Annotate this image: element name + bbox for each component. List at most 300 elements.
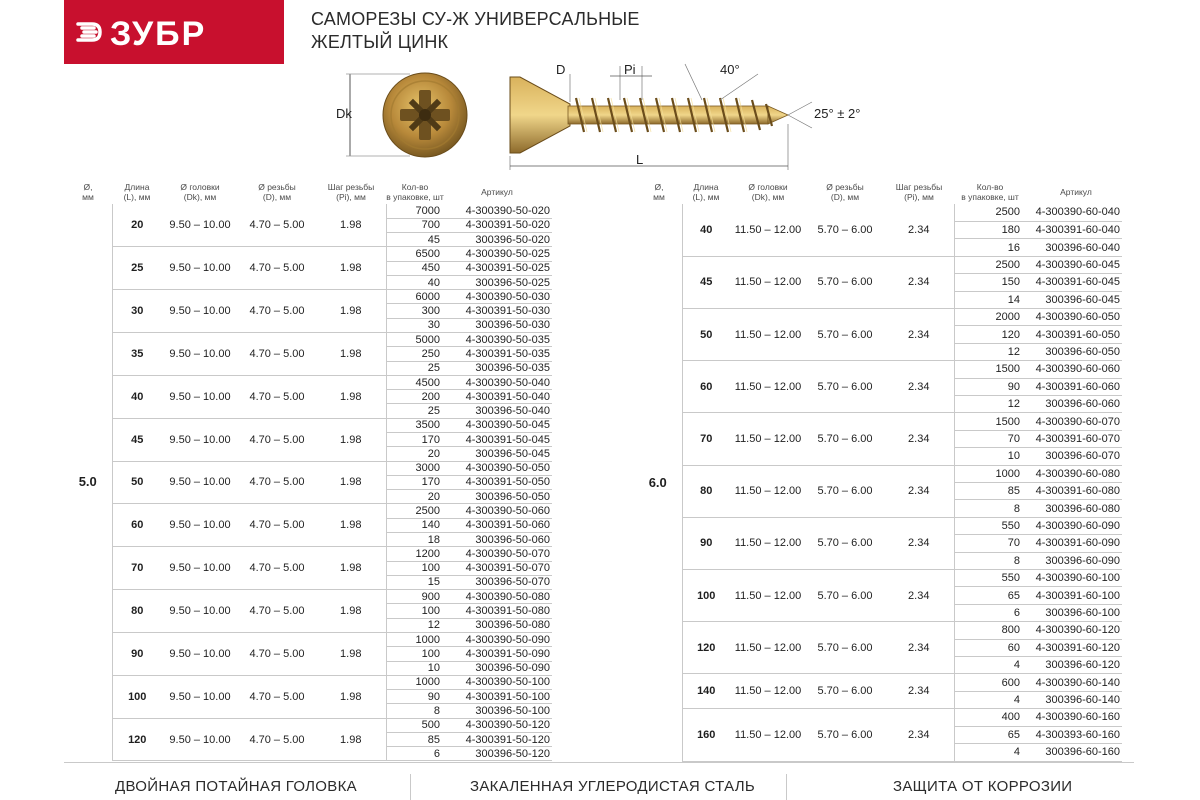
hdr-thread-right: Ø резьбы (D), мм <box>826 182 864 202</box>
head-diameter-cell: 11.50 – 12.00 <box>730 622 806 674</box>
length-cell: 50 <box>682 308 730 360</box>
article-cell: 4-300390-50-040 <box>444 375 552 389</box>
article-cell: 4-300391-60-120 <box>1024 639 1122 656</box>
article-cell: 300396-50-070 <box>444 575 552 589</box>
table-row <box>634 570 1122 587</box>
article-cell: 4-300391-50-090 <box>444 647 552 661</box>
quantity-cell: 170 <box>386 475 444 489</box>
length-cell: 35 <box>112 333 162 376</box>
thread-angle-label: 40° <box>720 62 740 77</box>
article-cell: 4-300390-50-020 <box>444 204 552 218</box>
pitch-cell: 2.34 <box>884 517 954 569</box>
article-cell: 300396-50-120 <box>444 747 552 761</box>
pitch-cell: 1.98 <box>316 632 386 675</box>
quantity-cell: 12 <box>954 395 1024 412</box>
pitch-cell: 1.98 <box>316 461 386 504</box>
thread-diameter-cell: 5.70 – 6.00 <box>806 465 884 517</box>
pitch-cell: 2.34 <box>884 413 954 465</box>
quantity-cell: 8 <box>954 552 1024 569</box>
table-row <box>634 709 1122 726</box>
quantity-cell: 6000 <box>386 290 444 304</box>
pitch-cell: 1.98 <box>316 290 386 333</box>
pitch-cell: 1.98 <box>316 247 386 290</box>
length-cell: 100 <box>682 570 730 622</box>
article-cell: 300396-60-090 <box>1024 552 1122 569</box>
article-cell: 4-300391-60-040 <box>1024 221 1122 238</box>
table-row <box>634 308 1122 325</box>
feature-corrosion-protection: ЗАЩИТА ОТ КОРРОЗИИ <box>893 778 1073 795</box>
thread-diameter-cell: 4.70 – 5.00 <box>238 632 316 675</box>
thread-diameter-cell: 5.70 – 6.00 <box>806 361 884 413</box>
article-cell: 300396-60-060 <box>1024 395 1122 412</box>
thread-diameter-cell: 4.70 – 5.00 <box>238 504 316 547</box>
pitch-cell: 1.98 <box>316 590 386 633</box>
quantity-cell: 8 <box>954 500 1024 517</box>
pitch-cell: 1.98 <box>316 675 386 718</box>
table-row <box>64 675 552 689</box>
hdr-dia-left: Ø, мм <box>82 182 94 202</box>
quantity-cell: 300 <box>386 304 444 318</box>
length-cell: 120 <box>682 622 730 674</box>
head-diameter-cell: 11.50 – 12.00 <box>730 517 806 569</box>
pitch-cell: 1.98 <box>316 504 386 547</box>
quantity-cell: 65 <box>954 587 1024 604</box>
head-diameter-cell: 11.50 – 12.00 <box>730 570 806 622</box>
article-cell: 4-300390-50-080 <box>444 590 552 604</box>
quantity-cell: 200 <box>386 390 444 404</box>
article-cell: 4-300390-50-090 <box>444 632 552 646</box>
feature-countersunk-head: ДВОЙНАЯ ПОТАЙНАЯ ГОЛОВКА <box>115 778 357 795</box>
article-cell: 300396-50-100 <box>444 704 552 718</box>
quantity-cell: 100 <box>386 647 444 661</box>
article-cell: 4-300391-50-020 <box>444 218 552 232</box>
quantity-cell: 1500 <box>954 361 1024 378</box>
quantity-cell: 2500 <box>954 256 1024 273</box>
hdr-art-right: Артикул <box>1060 187 1092 197</box>
article-cell: 4-300391-50-035 <box>444 347 552 361</box>
length-cell: 30 <box>112 290 162 333</box>
quantity-cell: 120 <box>954 326 1024 343</box>
head-diameter-cell: 9.50 – 10.00 <box>162 590 238 633</box>
article-cell: 4-300391-50-045 <box>444 433 552 447</box>
pitch-cell: 2.34 <box>884 622 954 674</box>
feature-hardened-steel: ЗАКАЛЕННАЯ УГЛЕРОДИСТАЯ СТАЛЬ <box>470 778 755 795</box>
head-diameter-cell: 11.50 – 12.00 <box>730 308 806 360</box>
article-cell: 300396-50-035 <box>444 361 552 375</box>
length-cell: 45 <box>112 418 162 461</box>
article-cell: 4-300390-50-060 <box>444 504 552 518</box>
length-cell: 70 <box>682 413 730 465</box>
head-diameter-cell: 11.50 – 12.00 <box>730 204 806 256</box>
article-cell: 4-300391-60-080 <box>1024 483 1122 500</box>
quantity-cell: 450 <box>386 261 444 275</box>
quantity-cell: 4500 <box>386 375 444 389</box>
quantity-cell: 6500 <box>386 247 444 261</box>
article-cell: 4-300390-60-045 <box>1024 256 1122 273</box>
article-cell: 4-300390-60-050 <box>1024 308 1122 325</box>
head-diameter-cell: 9.50 – 10.00 <box>162 418 238 461</box>
thread-diameter-cell: 4.70 – 5.00 <box>238 290 316 333</box>
thread-diameter-cell: 5.70 – 6.00 <box>806 517 884 569</box>
article-cell: 4-300391-50-100 <box>444 690 552 704</box>
article-cell: 4-300391-50-080 <box>444 604 552 618</box>
table-row <box>64 333 552 347</box>
article-cell: 4-300390-50-100 <box>444 675 552 689</box>
hdr-art-left: Артикул <box>481 187 513 197</box>
quantity-cell: 6 <box>954 604 1024 621</box>
table-row <box>64 375 552 389</box>
quantity-cell: 65 <box>954 726 1024 743</box>
thread-diameter-cell: 4.70 – 5.00 <box>238 204 316 247</box>
quantity-cell: 5000 <box>386 333 444 347</box>
thread-diameter-cell: 4.70 – 5.00 <box>238 418 316 461</box>
head-diameter-cell: 11.50 – 12.00 <box>730 465 806 517</box>
article-cell: 4-300390-60-160 <box>1024 709 1122 726</box>
quantity-cell: 100 <box>386 604 444 618</box>
tip-angle <box>788 102 860 128</box>
article-cell: 4-300390-60-100 <box>1024 570 1122 587</box>
quantity-cell: 6 <box>386 747 444 761</box>
article-cell: 300396-50-030 <box>444 318 552 332</box>
quantity-cell: 3500 <box>386 418 444 432</box>
article-cell: 4-300393-60-160 <box>1024 726 1122 743</box>
quantity-cell: 25 <box>386 404 444 418</box>
length-cell: 80 <box>112 590 162 633</box>
length-cell: 60 <box>682 361 730 413</box>
article-cell: 300396-60-050 <box>1024 343 1122 360</box>
article-cell: 4-300391-60-090 <box>1024 535 1122 552</box>
article-cell: 4-300390-60-090 <box>1024 517 1122 534</box>
length-cell: 120 <box>112 718 162 761</box>
article-cell: 4-300391-50-030 <box>444 304 552 318</box>
quantity-cell: 1500 <box>954 413 1024 430</box>
pitch-cell: 2.34 <box>884 361 954 413</box>
head-diameter-cell: 9.50 – 10.00 <box>162 375 238 418</box>
head-diameter-cell: 9.50 – 10.00 <box>162 461 238 504</box>
thread-diameter-cell: 4.70 – 5.00 <box>238 590 316 633</box>
head-diameter-cell: 11.50 – 12.00 <box>730 709 806 761</box>
quantity-cell: 30 <box>386 318 444 332</box>
head-diameter-cell: 11.50 – 12.00 <box>730 361 806 413</box>
hdr-qty-left: Кол-во в упаковке, шт <box>386 182 444 202</box>
table-row <box>634 517 1122 534</box>
table-row <box>634 413 1122 430</box>
hdr-qty-right: Кол-во в упаковке, шт <box>961 182 1019 202</box>
article-cell: 300396-50-080 <box>444 618 552 632</box>
thread-diameter-cell: 4.70 – 5.00 <box>238 247 316 290</box>
quantity-cell: 1000 <box>386 632 444 646</box>
quantity-cell: 900 <box>386 590 444 604</box>
quantity-cell: 10 <box>386 661 444 675</box>
quantity-cell: 2500 <box>386 504 444 518</box>
table-row <box>64 504 552 518</box>
l-label: L <box>636 152 644 167</box>
pitch-cell: 2.34 <box>884 204 954 256</box>
pitch-cell: 1.98 <box>316 333 386 376</box>
quantity-cell: 2500 <box>954 204 1024 221</box>
quantity-cell: 14 <box>954 291 1024 308</box>
quantity-cell: 4 <box>954 657 1024 674</box>
thread-diameter-cell: 4.70 – 5.00 <box>238 547 316 590</box>
head-diameter-cell: 9.50 – 10.00 <box>162 247 238 290</box>
length-cell: 40 <box>682 204 730 256</box>
quantity-cell: 600 <box>954 674 1024 691</box>
head-diameter-cell: 11.50 – 12.00 <box>730 413 806 465</box>
table-row <box>64 290 552 304</box>
quantity-cell: 800 <box>954 622 1024 639</box>
article-cell: 300396-60-045 <box>1024 291 1122 308</box>
article-cell: 4-300390-60-040 <box>1024 204 1122 221</box>
quantity-cell: 90 <box>386 690 444 704</box>
quantity-cell: 250 <box>386 347 444 361</box>
quantity-cell: 550 <box>954 570 1024 587</box>
quantity-cell: 12 <box>954 343 1024 360</box>
table-row <box>634 204 1122 221</box>
thread-angle <box>685 62 758 100</box>
head-diameter-cell: 9.50 – 10.00 <box>162 290 238 333</box>
quantity-cell: 60 <box>954 639 1024 656</box>
quantity-cell: 16 <box>954 239 1024 256</box>
article-cell: 300396-50-025 <box>444 275 552 289</box>
article-cell: 300396-50-060 <box>444 532 552 546</box>
length-cell: 90 <box>112 632 162 675</box>
hdr-head-left: Ø головки (Dk), мм <box>180 182 220 202</box>
article-cell: 4-300391-50-050 <box>444 475 552 489</box>
article-cell: 4-300391-50-040 <box>444 390 552 404</box>
quantity-cell: 45 <box>386 233 444 247</box>
screw-head-top-view <box>383 73 467 157</box>
length-cell: 70 <box>112 547 162 590</box>
length-cell: 160 <box>682 709 730 761</box>
quantity-cell: 180 <box>954 221 1024 238</box>
pi-dimension <box>610 62 652 100</box>
thread-diameter-cell: 5.70 – 6.00 <box>806 570 884 622</box>
article-cell: 4-300391-60-045 <box>1024 274 1122 291</box>
length-cell: 50 <box>112 461 162 504</box>
table-row <box>64 547 552 561</box>
quantity-cell: 10 <box>954 448 1024 465</box>
hdr-pitch-left: Шаг резьбы (Pi), мм <box>327 182 375 202</box>
thread-diameter-cell: 5.70 – 6.00 <box>806 413 884 465</box>
table-row <box>634 674 1122 691</box>
title-line-2: ЖЕЛТЫЙ ЦИНК <box>311 32 449 52</box>
article-cell: 4-300390-50-045 <box>444 418 552 432</box>
thread-diameter-cell: 5.70 – 6.00 <box>806 709 884 761</box>
pitch-cell: 2.34 <box>884 308 954 360</box>
head-diameter-cell: 9.50 – 10.00 <box>162 333 238 376</box>
footer-separator-1 <box>410 774 411 800</box>
article-cell: 4-300390-50-030 <box>444 290 552 304</box>
head-diameter-cell: 9.50 – 10.00 <box>162 504 238 547</box>
thread-diameter-cell: 4.70 – 5.00 <box>238 375 316 418</box>
article-cell: 300396-50-045 <box>444 447 552 461</box>
article-cell: 4-300391-50-070 <box>444 561 552 575</box>
pitch-cell: 2.34 <box>884 709 954 761</box>
length-cell: 100 <box>112 675 162 718</box>
article-cell: 300396-60-100 <box>1024 604 1122 621</box>
quantity-cell: 12 <box>386 618 444 632</box>
screw-drawing <box>330 62 890 177</box>
thread-diameter-cell: 5.70 – 6.00 <box>806 256 884 308</box>
article-cell: 4-300391-50-060 <box>444 518 552 532</box>
length-cell: 140 <box>682 674 730 709</box>
article-cell: 4-300390-60-140 <box>1024 674 1122 691</box>
quantity-cell: 70 <box>954 430 1024 447</box>
head-diameter-cell: 9.50 – 10.00 <box>162 718 238 761</box>
thread-diameter-cell: 4.70 – 5.00 <box>238 333 316 376</box>
table-row <box>64 204 552 218</box>
article-cell: 300396-60-120 <box>1024 657 1122 674</box>
head-diameter-cell: 11.50 – 12.00 <box>730 674 806 709</box>
footer-divider <box>64 762 1134 763</box>
head-diameter-cell: 9.50 – 10.00 <box>162 204 238 247</box>
thread-diameter-cell: 5.70 – 6.00 <box>806 204 884 256</box>
length-cell: 80 <box>682 465 730 517</box>
length-cell: 60 <box>112 504 162 547</box>
article-cell: 4-300390-50-035 <box>444 333 552 347</box>
pitch-cell: 1.98 <box>316 547 386 590</box>
length-cell: 40 <box>112 375 162 418</box>
spec-table-5-0 <box>64 204 552 761</box>
head-diameter-cell: 11.50 – 12.00 <box>730 256 806 308</box>
article-cell: 4-300390-50-120 <box>444 718 552 732</box>
hdr-dia-right: Ø, мм <box>653 182 665 202</box>
diameter-cell: 6.0 <box>648 474 667 490</box>
tip-angle-label: 25° ± 2° <box>814 106 861 121</box>
head-diameter-cell: 9.50 – 10.00 <box>162 547 238 590</box>
quantity-cell: 3000 <box>386 461 444 475</box>
pitch-cell: 1.98 <box>316 718 386 761</box>
d-label: D <box>556 62 566 77</box>
article-cell: 4-300391-50-120 <box>444 732 552 746</box>
quantity-cell: 170 <box>386 433 444 447</box>
diameter-cell: 5.0 <box>78 474 97 490</box>
table-row <box>64 718 552 732</box>
quantity-cell: 70 <box>954 535 1024 552</box>
pitch-cell: 1.98 <box>316 418 386 461</box>
table-row <box>634 361 1122 378</box>
pitch-cell: 1.98 <box>316 204 386 247</box>
article-cell: 4-300391-60-070 <box>1024 430 1122 447</box>
title-line-1: САМОРЕЗЫ СУ-Ж УНИВЕРСАЛЬНЫЕ <box>311 9 640 29</box>
pitch-cell: 2.34 <box>884 674 954 709</box>
article-cell: 300396-60-040 <box>1024 239 1122 256</box>
quantity-cell: 4 <box>954 691 1024 708</box>
quantity-cell: 18 <box>386 532 444 546</box>
quantity-cell: 100 <box>386 561 444 575</box>
quantity-cell: 85 <box>386 732 444 746</box>
article-cell: 4-300391-60-060 <box>1024 378 1122 395</box>
hdr-pitch-right: Шаг резьбы (Pi), мм <box>895 182 943 202</box>
article-cell: 300396-60-160 <box>1024 744 1122 761</box>
table-row <box>634 256 1122 273</box>
spec-table-6-0 <box>634 204 1122 762</box>
footer-separator-2 <box>786 774 787 800</box>
table-row <box>634 465 1122 482</box>
pi-label: Pi <box>624 62 636 77</box>
brand-logo <box>64 0 284 64</box>
length-cell: 90 <box>682 517 730 569</box>
hdr-len-left: Длина (L), мм <box>123 182 151 202</box>
quantity-cell: 15 <box>386 575 444 589</box>
head-diameter-cell: 9.50 – 10.00 <box>162 632 238 675</box>
hdr-thread-left: Ø резьбы (D), мм <box>258 182 296 202</box>
article-cell: 300396-60-080 <box>1024 500 1122 517</box>
thread-diameter-cell: 4.70 – 5.00 <box>238 461 316 504</box>
length-cell: 20 <box>112 204 162 247</box>
article-cell: 4-300390-50-070 <box>444 547 552 561</box>
article-cell: 4-300391-60-050 <box>1024 326 1122 343</box>
hdr-head-right: Ø головки (Dk), мм <box>748 182 788 202</box>
d-dimension <box>556 62 570 102</box>
table-row <box>64 590 552 604</box>
quantity-cell: 7000 <box>386 204 444 218</box>
head-diameter-cell: 9.50 – 10.00 <box>162 675 238 718</box>
thread-diameter-cell: 4.70 – 5.00 <box>238 675 316 718</box>
length-cell: 25 <box>112 247 162 290</box>
quantity-cell: 400 <box>954 709 1024 726</box>
quantity-cell: 500 <box>386 718 444 732</box>
quantity-cell: 700 <box>386 218 444 232</box>
quantity-cell: 1000 <box>386 675 444 689</box>
length-cell: 45 <box>682 256 730 308</box>
article-cell: 4-300390-50-050 <box>444 461 552 475</box>
quantity-cell: 2000 <box>954 308 1024 325</box>
quantity-cell: 20 <box>386 447 444 461</box>
article-cell: 4-300390-60-080 <box>1024 465 1122 482</box>
table-row <box>64 418 552 432</box>
article-cell: 300396-50-050 <box>444 490 552 504</box>
article-cell: 4-300390-60-070 <box>1024 413 1122 430</box>
article-cell: 300396-60-140 <box>1024 691 1122 708</box>
article-cell: 4-300390-60-120 <box>1024 622 1122 639</box>
quantity-cell: 550 <box>954 517 1024 534</box>
thread-diameter-cell: 4.70 – 5.00 <box>238 718 316 761</box>
article-cell: 300396-60-070 <box>1024 448 1122 465</box>
quantity-cell: 8 <box>386 704 444 718</box>
quantity-cell: 85 <box>954 483 1024 500</box>
quantity-cell: 150 <box>954 274 1024 291</box>
quantity-cell: 140 <box>386 518 444 532</box>
table-row <box>64 247 552 261</box>
quantity-cell: 25 <box>386 361 444 375</box>
logo-wordmark: ЗУБР <box>110 15 207 53</box>
quantity-cell: 20 <box>386 490 444 504</box>
quantity-cell: 1000 <box>954 465 1024 482</box>
quantity-cell: 4 <box>954 744 1024 761</box>
thread-diameter-cell: 5.70 – 6.00 <box>806 308 884 360</box>
article-cell: 4-300390-60-060 <box>1024 361 1122 378</box>
product-title <box>311 8 640 54</box>
pitch-cell: 2.34 <box>884 465 954 517</box>
article-cell: 4-300391-50-025 <box>444 261 552 275</box>
article-cell: 300396-50-020 <box>444 233 552 247</box>
quantity-cell: 1200 <box>386 547 444 561</box>
article-cell: 300396-50-040 <box>444 404 552 418</box>
article-cell: 4-300390-50-025 <box>444 247 552 261</box>
pitch-cell: 2.34 <box>884 256 954 308</box>
thread-diameter-cell: 5.70 – 6.00 <box>806 674 884 709</box>
pitch-cell: 1.98 <box>316 375 386 418</box>
article-cell: 300396-50-090 <box>444 661 552 675</box>
logo-graphic <box>64 0 284 64</box>
table-row <box>634 622 1122 639</box>
thread-diameter-cell: 5.70 – 6.00 <box>806 622 884 674</box>
screw-side-view <box>510 77 788 153</box>
table-row <box>64 632 552 646</box>
quantity-cell: 90 <box>954 378 1024 395</box>
dk-label: Dk <box>336 106 352 121</box>
